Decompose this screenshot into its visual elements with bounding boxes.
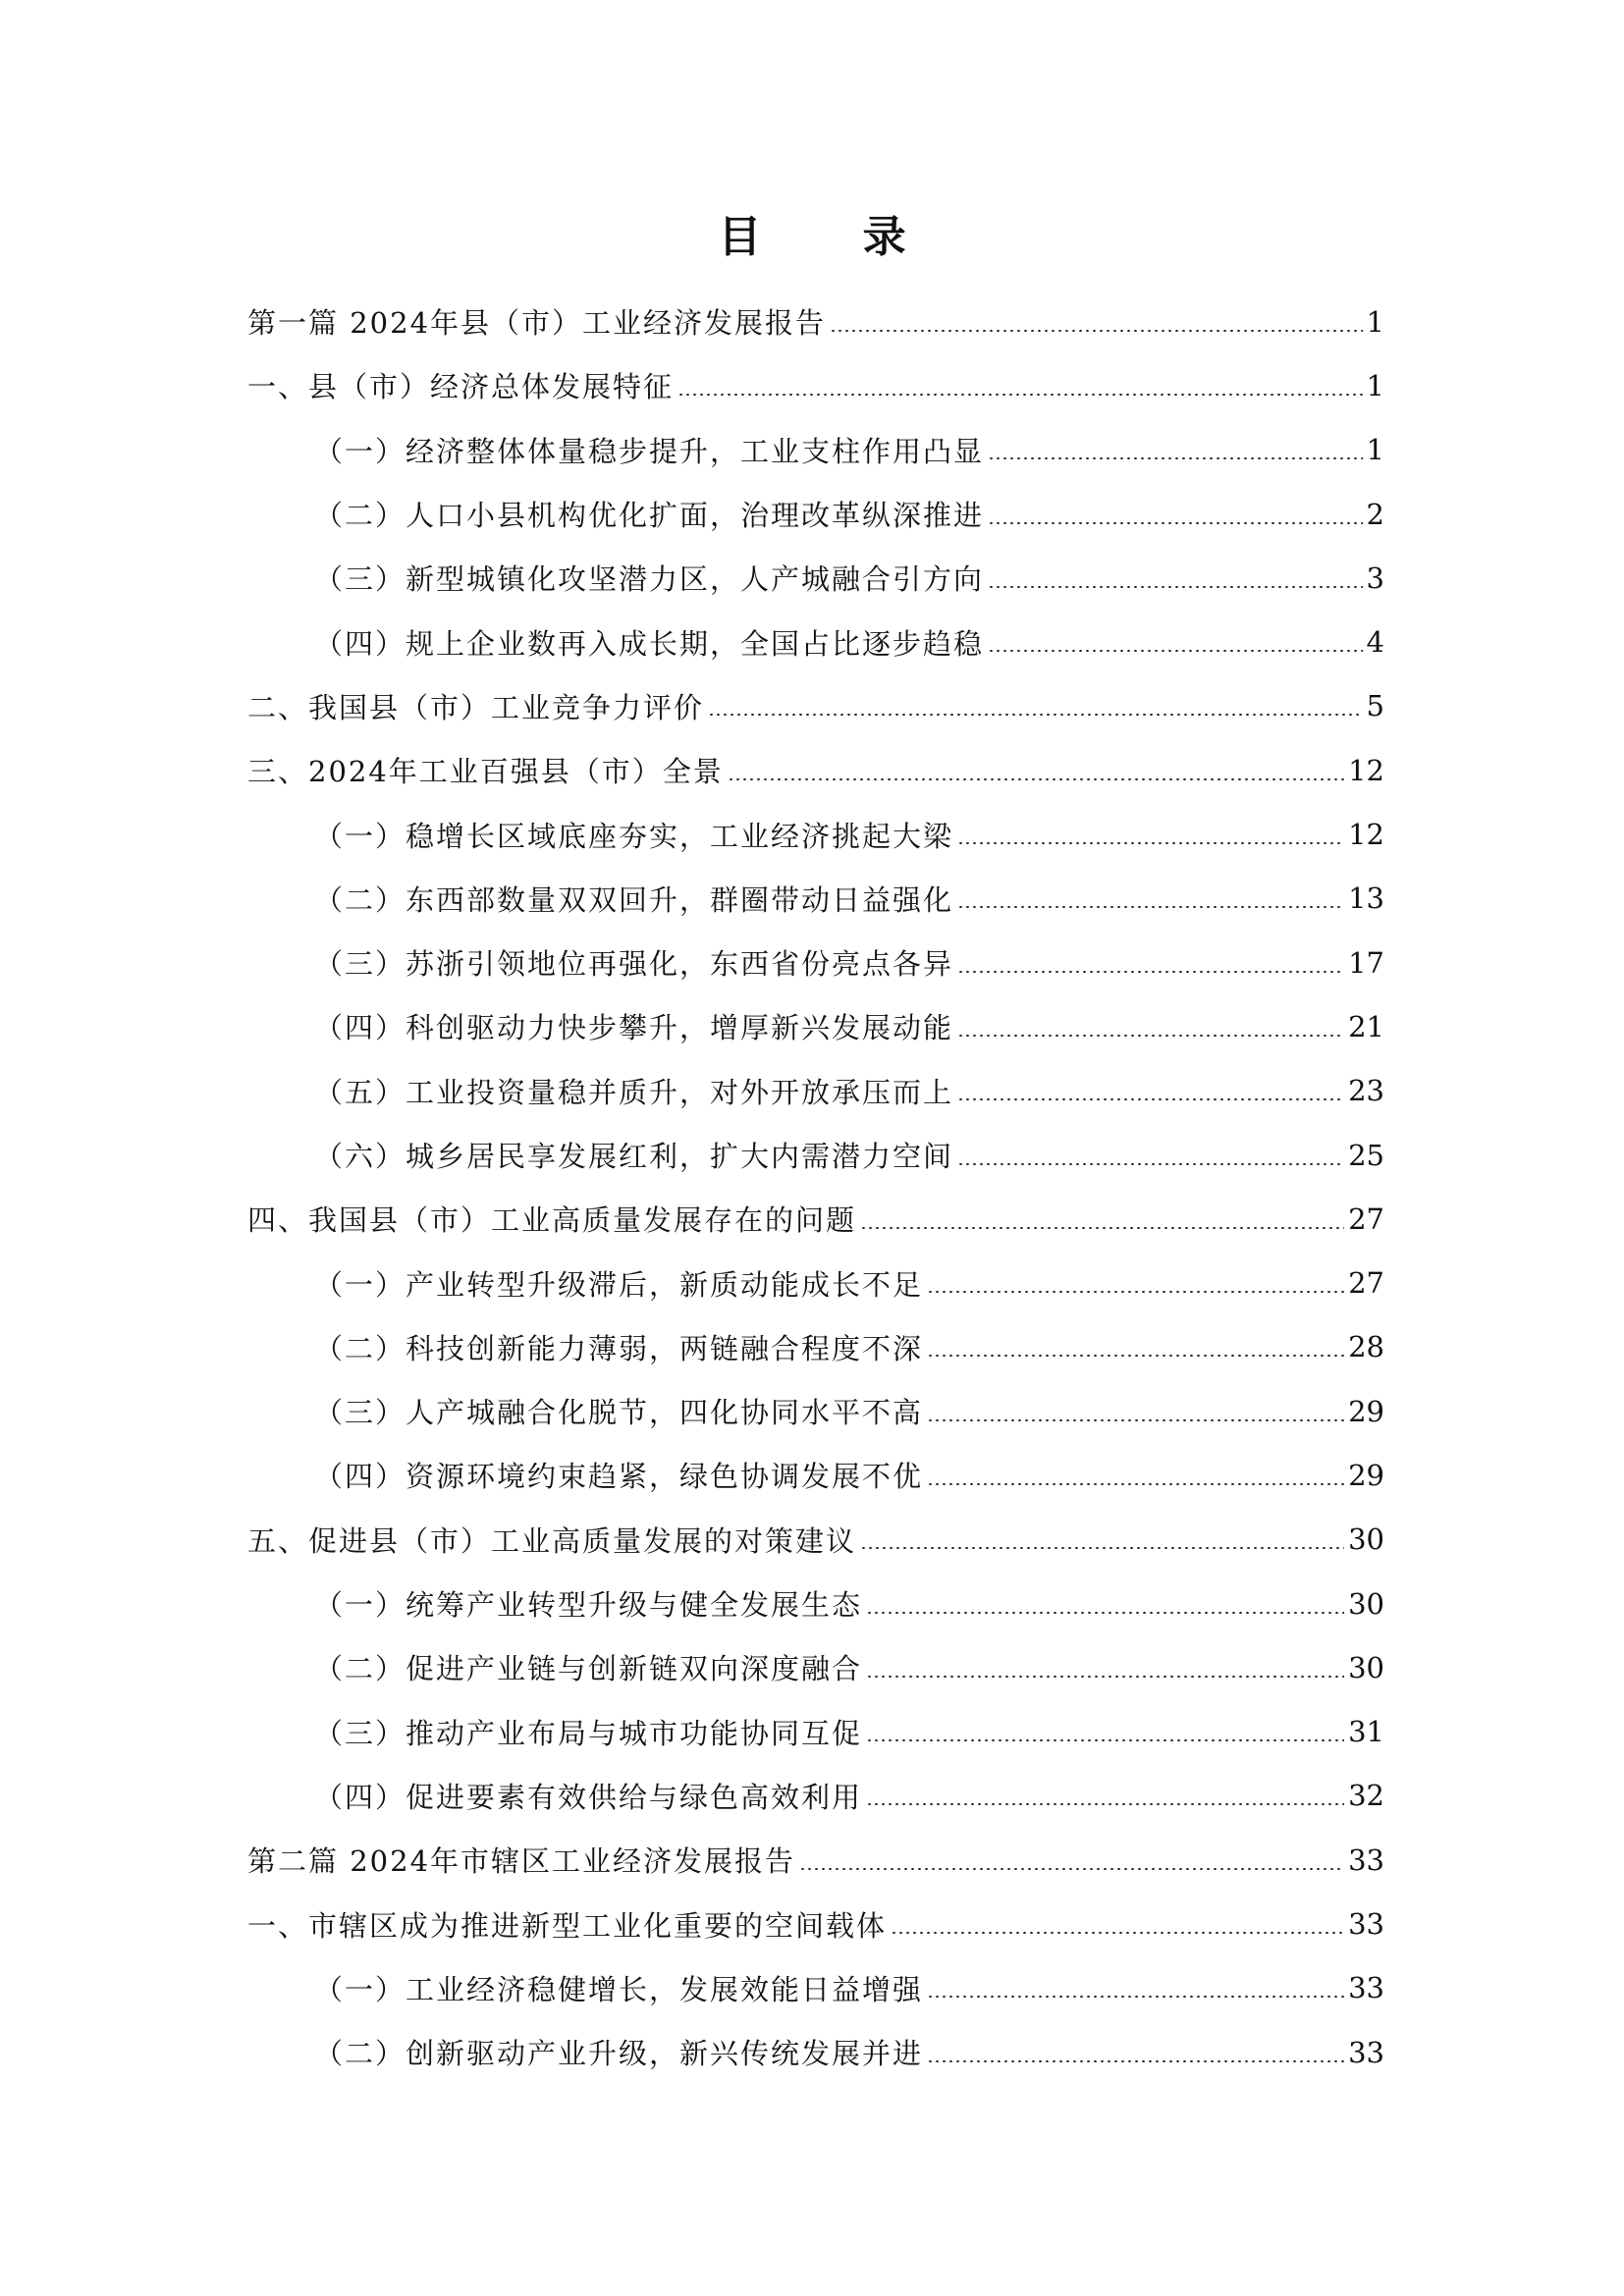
toc-entry[interactable] — [247, 738, 1384, 802]
toc-entry-title: （三）推动产业布局与城市功能协同互促 — [314, 1716, 863, 1750]
toc-dot-leader — [866, 1803, 1344, 1805]
toc-entry-title: （一）产业转型升级滞后，新质动能成长不足 — [314, 1267, 924, 1302]
toc-page-number: 2 — [1366, 497, 1384, 531]
toc-page-number: 4 — [1366, 625, 1384, 660]
toc-dot-leader — [957, 1098, 1344, 1100]
toc-entry[interactable] — [247, 290, 1384, 353]
toc-entry[interactable] — [247, 1892, 1384, 1955]
toc-page-number: 12 — [1348, 818, 1384, 852]
page-title: 目 录 — [718, 212, 949, 262]
toc-dot-leader — [927, 1291, 1344, 1293]
toc-dot-leader — [677, 394, 1363, 396]
toc-page-number: 27 — [1348, 1266, 1384, 1301]
toc-page-number: 1 — [1366, 304, 1384, 339]
toc-page-number: 33 — [1348, 2035, 1384, 2069]
toc-page-number: 23 — [1348, 1074, 1384, 1108]
toc-page-number: 32 — [1348, 1779, 1384, 1813]
toc-entry-title: （四）科创驱动力快步攀升，增厚新兴发展动能 — [314, 1011, 954, 1045]
toc-dot-leader — [860, 1227, 1344, 1229]
toc-entry-title: 二、我国县（市）工业竞争力评价 — [247, 690, 705, 724]
toc-dot-leader — [957, 906, 1344, 908]
toc-entry[interactable] — [247, 546, 1384, 610]
toc-entry[interactable] — [247, 2020, 1384, 2084]
toc-dot-leader — [927, 1419, 1344, 1421]
toc-page-number: 1 — [1366, 433, 1384, 467]
toc-entry-title: （一）经济整体体量稳步提升，工业支柱作用凸显 — [314, 434, 985, 468]
toc-entry-title: 四、我国县（市）工业高质量发展存在的问题 — [247, 1203, 857, 1238]
toc-entry[interactable] — [247, 1379, 1384, 1443]
toc-page-number: 30 — [1348, 1586, 1384, 1621]
toc-entry-title: （一）工业经济稳健增长，发展效能日益增强 — [314, 1972, 924, 2006]
toc-page-number: 29 — [1348, 1394, 1384, 1428]
toc-entry[interactable] — [247, 1443, 1384, 1507]
toc-entry-title: （三）新型城镇化攻坚潜力区，人产城融合引方向 — [314, 562, 985, 597]
toc-entry-title: （四）规上企业数再入成长期，全国占比逐步趋稳 — [314, 626, 985, 661]
toc-page-number: 25 — [1348, 1138, 1384, 1172]
toc-entry-title: （三）苏浙引领地位再强化，东西省份亮点各异 — [314, 947, 954, 982]
toc-dot-leader — [891, 1932, 1344, 1934]
toc-entry[interactable] — [247, 1572, 1384, 1635]
toc-entry[interactable] — [247, 1700, 1384, 1764]
toc-dot-leader — [927, 1355, 1344, 1357]
toc-page-number: 17 — [1348, 945, 1384, 980]
toc-entry[interactable] — [247, 482, 1384, 546]
toc-entry[interactable] — [247, 931, 1384, 994]
toc-page-number: 29 — [1348, 1458, 1384, 1492]
toc-dot-leader — [988, 522, 1363, 524]
toc-page-number: 13 — [1348, 881, 1384, 916]
toc-dot-leader — [728, 778, 1344, 780]
toc-page-number: 27 — [1348, 1201, 1384, 1236]
toc-page-number: 28 — [1348, 1330, 1384, 1364]
toc-entry[interactable] — [247, 353, 1384, 417]
toc-entry[interactable] — [247, 1828, 1384, 1892]
toc-dot-leader — [957, 971, 1344, 973]
table-of-contents — [247, 290, 1384, 2084]
toc-dot-leader — [866, 1612, 1344, 1614]
toc-page-number: 5 — [1366, 689, 1384, 723]
toc-entry[interactable] — [247, 610, 1384, 673]
toc-page-number: 33 — [1348, 1907, 1384, 1942]
toc-page-number: 21 — [1348, 1009, 1384, 1043]
toc-entry[interactable] — [247, 1187, 1384, 1251]
toc-entry-title: （六）城乡居民享发展红利，扩大内需潜力空间 — [314, 1140, 954, 1173]
toc-page-number: 1 — [1366, 368, 1384, 402]
toc-dot-leader — [988, 650, 1363, 652]
toc-dot-leader — [988, 457, 1363, 459]
toc-entry[interactable] — [247, 994, 1384, 1058]
toc-page-number: 30 — [1348, 1650, 1384, 1684]
toc-entry[interactable] — [247, 1251, 1384, 1314]
toc-entry-title: （一）稳增长区域底座夯实，工业经济挑起大梁 — [314, 819, 954, 853]
toc-page-number: 33 — [1348, 1842, 1384, 1877]
toc-entry-title: （四）促进要素有效供给与绿色高效利用 — [314, 1780, 863, 1814]
toc-entry-title: （五）工业投资量稳并质升，对外开放承压而上 — [314, 1075, 954, 1109]
toc-entry[interactable] — [247, 1956, 1384, 2020]
toc-entry-title: 三、2024年工业百强县（市）全景 — [247, 755, 724, 789]
toc-entry[interactable] — [247, 1764, 1384, 1828]
toc-entry[interactable] — [247, 1635, 1384, 1699]
toc-entry-title: 第一篇 2024年县（市）工业经济发展报告 — [247, 306, 827, 341]
toc-entry[interactable] — [247, 1315, 1384, 1379]
toc-entry-title: （四）资源环境约束趋紧，绿色协调发展不优 — [314, 1460, 924, 1494]
toc-entry-title: （二）促进产业链与创新链双向深度融合 — [314, 1652, 863, 1686]
toc-dot-leader — [957, 842, 1344, 844]
toc-dot-leader — [957, 1035, 1344, 1037]
toc-entry[interactable] — [247, 802, 1384, 866]
toc-entry-title: （二）创新驱动产业升级，新兴传统发展并进 — [314, 2037, 924, 2071]
toc-dot-leader — [957, 1163, 1344, 1165]
toc-dot-leader — [988, 586, 1363, 588]
toc-dot-leader — [866, 1676, 1344, 1678]
toc-entry[interactable] — [247, 418, 1384, 482]
toc-entry-title: 五、促进县（市）工业高质量发展的对策建议 — [247, 1523, 857, 1558]
toc-entry[interactable] — [247, 867, 1384, 931]
toc-entry-title: （二）人口小县机构优化扩面，治理改革纵深推进 — [314, 499, 985, 533]
toc-page-number: 3 — [1366, 561, 1384, 595]
toc-entry[interactable] — [247, 1508, 1384, 1572]
toc-entry-title: （三）人产城融合化脱节，四化协同水平不高 — [314, 1396, 924, 1430]
toc-dot-leader — [927, 2060, 1344, 2062]
toc-page-number: 33 — [1348, 1971, 1384, 2005]
toc-entry-title: 一、县（市）经济总体发展特征 — [247, 370, 675, 404]
toc-page-number: 30 — [1348, 1522, 1384, 1557]
toc-dot-leader — [866, 1739, 1344, 1741]
toc-page-number: 31 — [1348, 1715, 1384, 1749]
toc-entry[interactable] — [247, 1123, 1384, 1187]
toc-dot-leader — [799, 1868, 1344, 1870]
toc-entry[interactable] — [247, 1059, 1384, 1123]
toc-dot-leader — [927, 1483, 1344, 1485]
toc-page-number: 12 — [1348, 753, 1384, 787]
toc-entry-title: 第二篇 2024年市辖区工业经济发展报告 — [247, 1844, 796, 1879]
toc-entry[interactable] — [247, 674, 1384, 738]
toc-dot-leader — [927, 1996, 1344, 1998]
toc-entry-title: 一、市辖区成为推进新型工业化重要的空间载体 — [247, 1908, 888, 1943]
toc-entry-title: （二）科技创新能力薄弱，两链融合程度不深 — [314, 1331, 924, 1365]
toc-dot-leader — [830, 330, 1363, 332]
toc-entry-title: （一）统筹产业转型升级与健全发展生态 — [314, 1588, 863, 1623]
toc-dot-leader — [860, 1547, 1344, 1549]
toc-dot-leader — [708, 714, 1363, 716]
toc-entry-title: （二）东西部数量双双回升，群圈带动日益强化 — [314, 882, 954, 917]
